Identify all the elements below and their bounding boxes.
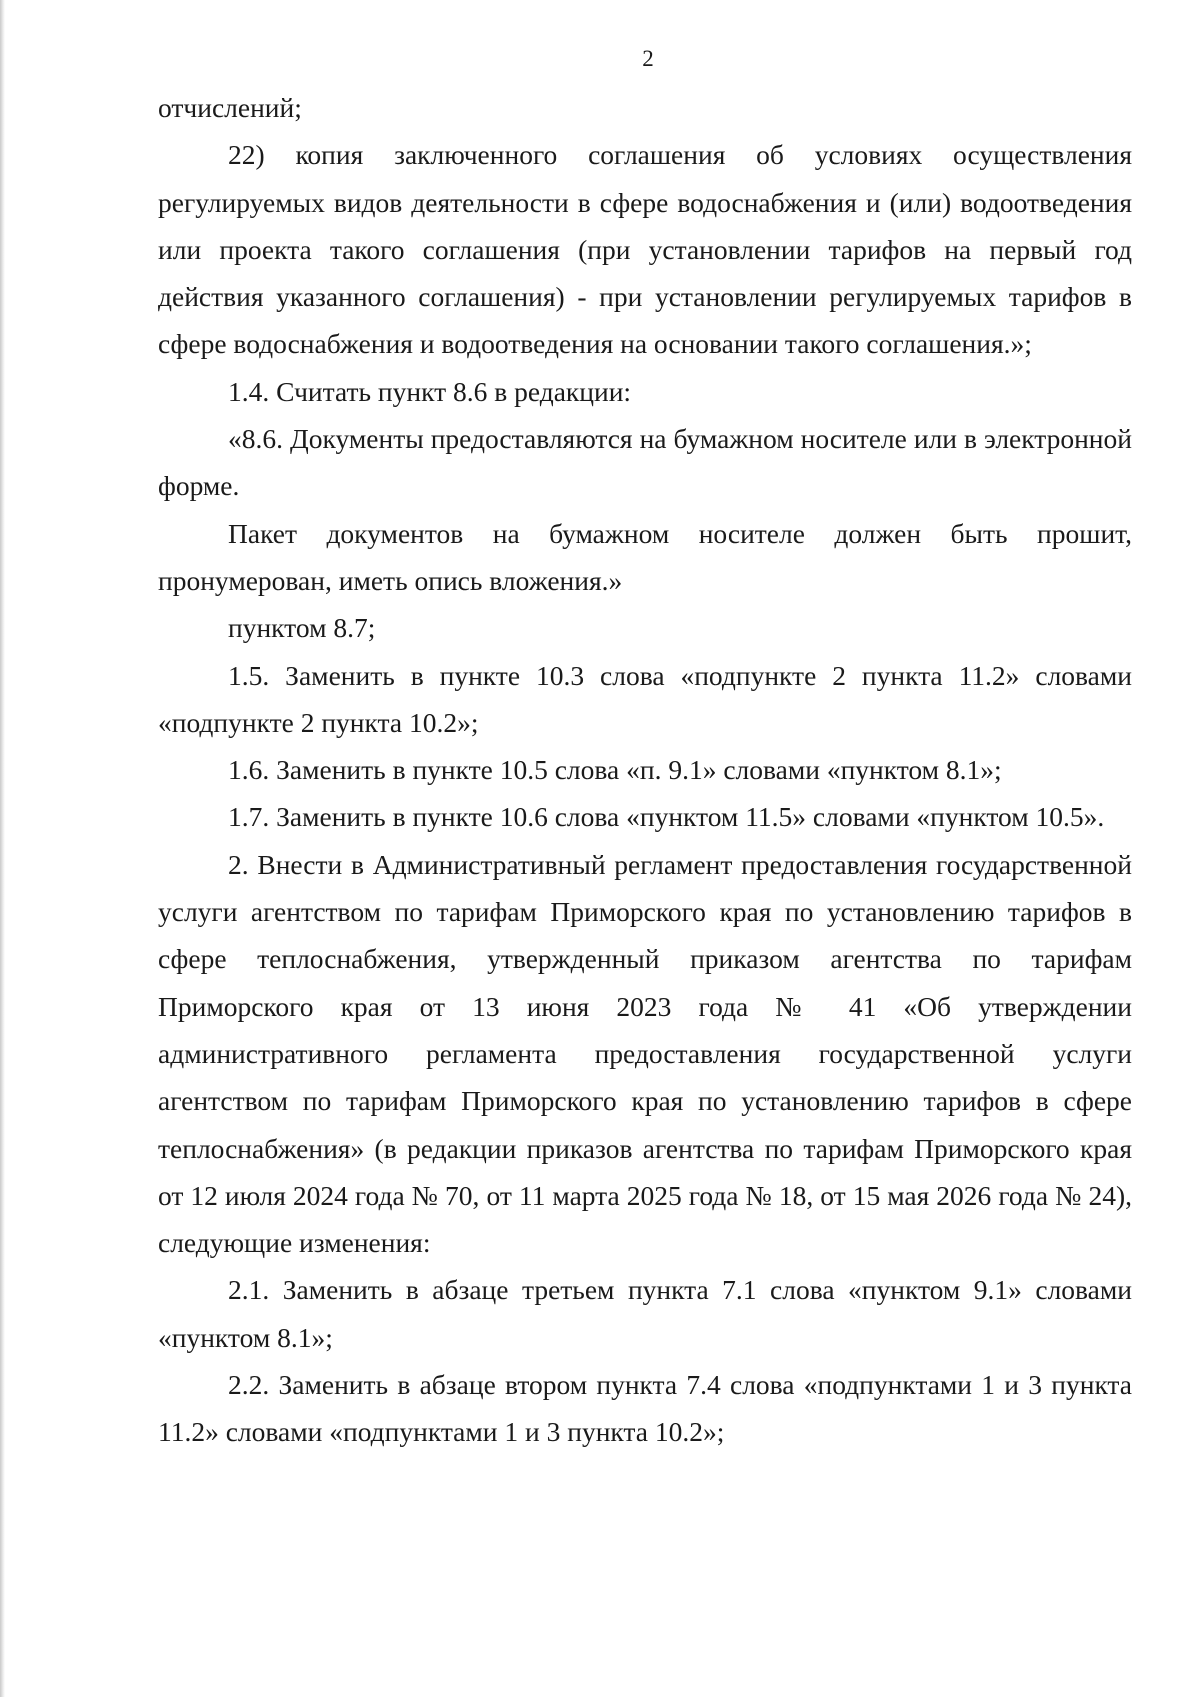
- page-number: 2: [642, 46, 654, 71]
- paragraph-1-7: 1.7. Заменить в пункте 10.6 слова «пунктом 11.5» словами «пунктом 10.5».: [228, 801, 1105, 833]
- document-body: [158, 84, 1132, 1456]
- paragraph-point-8-7: пунктом 8.7;: [228, 612, 376, 644]
- paragraph-2-1: 2.1. Заменить в абзаце третьем пункта 7.1 слова «пунктом 9.1» словами «пунктом 8.1»;: [158, 1274, 1132, 1353]
- paragraph-1-4: 1.4. Считать пункт 8.6 в редакции:: [228, 375, 632, 407]
- scan-edge-shadow: [0, 0, 5, 1697]
- paragraph-package-documents: Пакет документов на бумажном носителе должен быть прошит, пронумерован, иметь опись вложения.»: [158, 517, 1132, 596]
- paragraph-1-6: 1.6. Заменить в пункте 10.5 слова «п. 9.1» словами «пунктом 8.1»;: [228, 754, 1002, 786]
- paragraph-item-22: 22) копия заключенного соглашения об условиях осуществления регулируемых видов деятельности в сфере водоснабжения и (или) водоотведения или проекта такого соглашения (при установлении тарифов на первый год действия указанного соглашения) - при установлении регулируемых тарифов в сфере водоснабжения и водоотведения на основании такого соглашения.»;: [158, 139, 1132, 360]
- paragraph-1-5: 1.5. Заменить в пункте 10.3 слова «подпункте 2 пункта 11.2» словами «подпункте 2 пункта 10.2»;: [158, 659, 1132, 738]
- paragraph-2-2: 2.2. Заменить в абзаце втором пункта 7.4 слова «подпунктами 1 и 3 пункта 11.2» словами «подпунктами 1 и 3 пункта 10.2»;: [158, 1369, 1132, 1448]
- paragraph-2: 2. Внести в Административный регламент предоставления государственной услуги агентством по тарифам Приморского края по установлению тарифов в сфере теплоснабжения, утвержденный приказом агентства по тарифам Приморского края от 13 июня 2023 года № 41 «Об утверждении административного регламента предоставления государственной услуги агентством по тарифам Приморского края по установлению тарифов в сфере теплоснабжения» (в редакции приказов агентства по тарифам Приморского края от 12 июля 2024 года № 70, от 11 марта 2025 года № 18, от 15 мая 2026 года № 24), следующие изменения:: [158, 848, 1132, 1259]
- paragraph-continuation: отчислений;: [158, 92, 302, 123]
- paragraph-8-6: «8.6. Документы предоставляются на бумажном носителе или в электронной форме.: [158, 423, 1132, 502]
